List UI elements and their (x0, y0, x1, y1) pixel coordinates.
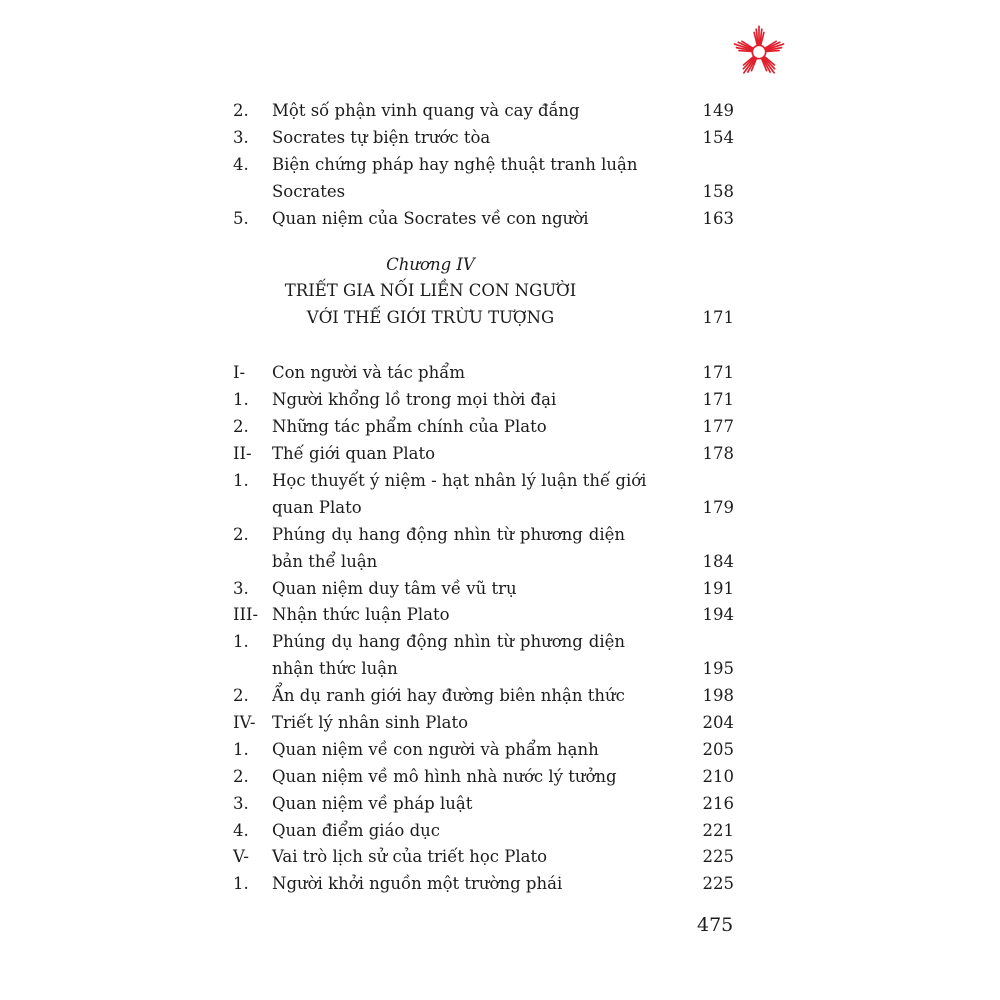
toc-entry-title: Quan niệm duy tâm về vũ trụ (272, 578, 517, 598)
toc-entry-page: 216 (702, 793, 734, 813)
toc-entry-page: 195 (702, 659, 734, 679)
toc-entry-title: Quan điểm giáo dục (272, 820, 441, 840)
toc-entry (233, 125, 738, 152)
toc-entry (233, 602, 738, 629)
toc-entry-title: Quan niệm về mô hình nhà nước lý tưởng (272, 766, 617, 786)
toc-entry-page: 194 (702, 605, 734, 625)
toc-entry-number: I- (233, 363, 246, 383)
toc-entry-page: 149 (702, 101, 734, 120)
chapter-label: Chương IV (386, 255, 475, 274)
toc-entry-page: 154 (702, 127, 734, 147)
toc-entry (233, 441, 738, 468)
toc-entry-page: 178 (702, 444, 734, 464)
toc-entry-page: 221 (702, 820, 734, 840)
toc-entry-title: nhận thức luận (272, 659, 398, 679)
toc-entry-page: 225 (702, 874, 734, 894)
toc-entry-title: quan Plato (272, 497, 362, 517)
toc-entry-title: Nhận thức luận Plato (272, 605, 450, 625)
toc-entry (233, 656, 738, 683)
toc-entry (233, 818, 738, 845)
toc-entry-title: Quan niệm của Socrates về con người (272, 208, 589, 228)
toc-entry-page: 191 (702, 578, 734, 598)
toc-entry-title: bản thể luận (272, 551, 378, 571)
toc-entry-number: 1. (233, 471, 249, 491)
toc-entry (233, 710, 738, 737)
toc-entry-page: 171 (702, 390, 734, 410)
toc-entry-page: 179 (702, 497, 734, 517)
toc-entry (233, 360, 738, 387)
toc-entry-number: 1. (233, 632, 249, 652)
toc-section-before (233, 98, 738, 232)
toc-entry-page: 225 (702, 847, 734, 867)
toc-entry (233, 495, 738, 522)
toc-entry-title: Con người và tác phẩm (272, 363, 466, 383)
toc-entry (233, 791, 738, 818)
toc-entry-number: 1. (233, 390, 249, 410)
toc-entry-title: Quan niệm về con người và phẩm hạnh (272, 739, 599, 759)
toc-entry-page: 171 (702, 363, 734, 383)
toc-entry-number: 1. (233, 739, 249, 759)
toc-entry (233, 871, 738, 898)
toc-entry-title: Thế giới quan Plato (272, 444, 436, 464)
toc-entry-number: V- (233, 847, 249, 867)
toc-entry-title: Triết lý nhân sinh Plato (272, 713, 469, 733)
toc-entry-title: Socrates tự biện trước tòa (272, 127, 491, 147)
toc-entry-page: 205 (702, 739, 734, 759)
toc-entry-title: Học thuyết ý niệm - hạt nhân lý luận thế giới (272, 471, 647, 491)
chapter-page: 171 (702, 308, 734, 327)
toc-entry-title: Phúng dụ hang động nhìn từ phương diện (272, 524, 625, 544)
toc-entry (233, 414, 738, 441)
toc-entry-number: 2. (233, 101, 249, 120)
toc-entry-number: 3. (233, 793, 249, 813)
toc-entry-number: 5. (233, 208, 249, 228)
toc-entry (233, 206, 738, 233)
toc-entry-number: II- (233, 444, 252, 464)
toc-entry-title: Một số phận vinh quang và cay đắng (272, 101, 580, 120)
table-of-contents (233, 98, 738, 898)
toc-entry-number: 2. (233, 766, 249, 786)
chapter-title-line2: VỚI THẾ GIỚI TRỪU TƯỢNG (306, 308, 555, 327)
toc-entry-title: Ẩn dụ ranh giới hay đường biên nhận thức (272, 686, 625, 706)
toc-entry-number: 2. (233, 524, 249, 544)
toc-entry (233, 387, 738, 414)
toc-entry-page: 158 (702, 181, 734, 201)
toc-entry-title: Những tác phẩm chính của Plato (272, 417, 547, 437)
toc-entry (233, 549, 738, 576)
toc-entry-number: IV- (233, 713, 256, 733)
toc-entry-title: Biện chứng pháp hay nghệ thuật tranh luận (272, 154, 638, 174)
publisher-star-logo-icon (731, 24, 787, 80)
toc-entry (233, 764, 738, 791)
toc-entry (233, 179, 738, 206)
toc-entry-title: Người khổng lồ trong mọi thời đại (272, 390, 557, 410)
toc-entry-title: Socrates (272, 181, 346, 201)
toc-entry-title: Phúng dụ hang động nhìn từ phương diện (272, 632, 625, 652)
toc-entry-page: 204 (702, 713, 734, 733)
toc-entry (233, 844, 738, 871)
toc-entry-number: 4. (233, 820, 249, 840)
toc-entry-title: Vai trò lịch sử của triết học Plato (272, 847, 548, 867)
toc-entry (233, 683, 738, 710)
toc-entry (233, 522, 738, 549)
toc-entry-page: 198 (702, 686, 734, 706)
toc-entry-page: 210 (702, 766, 734, 786)
toc-entry-number: III- (233, 605, 259, 625)
toc-entry-number: 2. (233, 686, 249, 706)
toc-section-after (233, 360, 738, 898)
toc-entry (233, 576, 738, 603)
toc-entry-number: 3. (233, 578, 249, 598)
toc-entry (233, 468, 738, 495)
page-number: 475 (697, 914, 734, 936)
toc-entry-number: 1. (233, 874, 249, 894)
toc-entry (233, 629, 738, 656)
toc-entry (233, 737, 738, 764)
toc-entry-number: 4. (233, 154, 249, 174)
toc-entry-page: 177 (702, 417, 734, 437)
toc-entry-number: 3. (233, 127, 249, 147)
toc-entry-page: 184 (702, 551, 734, 571)
toc-entry-page: 163 (702, 208, 734, 228)
chapter-title-line1: TRIẾT GIA NỐI LIỀN CON NGƯỜI (284, 281, 577, 300)
toc-entry (233, 152, 738, 179)
toc-entry-title: Người khởi nguồn một trường phái (272, 874, 563, 894)
toc-entry-title: Quan niệm về pháp luật (272, 793, 473, 813)
toc-entry-number: 2. (233, 417, 249, 437)
